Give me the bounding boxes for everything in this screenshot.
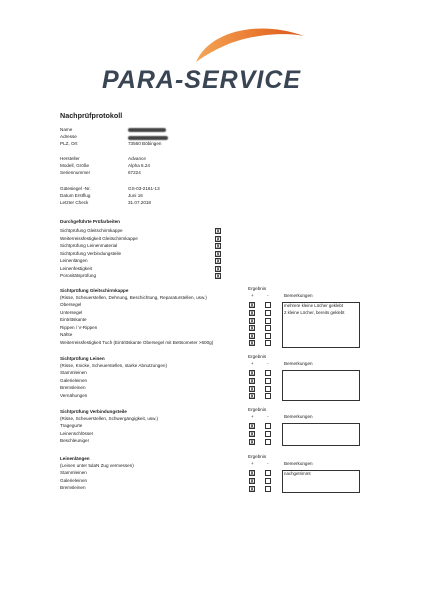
plus-checkbox[interactable]: X xyxy=(250,303,254,310)
plus-checkbox[interactable]: X xyxy=(250,341,254,348)
section-item: Galerieleinen xyxy=(60,477,88,483)
maker-value: Advance xyxy=(128,156,146,161)
minus-checkbox[interactable] xyxy=(265,318,271,324)
section-item: Galerieleinen xyxy=(60,377,88,383)
section-subheading: (Risse, Scheuerstellen, Schwergängigkeit, usw.) xyxy=(60,416,159,421)
performed-item: Sichtprüfung Gleitschirmkappe xyxy=(60,228,123,233)
section-item: Nähte xyxy=(60,332,73,338)
minus-checkbox[interactable] xyxy=(265,486,271,492)
result-label: Ergebnis xyxy=(248,454,267,459)
plus-checkbox[interactable]: X xyxy=(250,439,254,446)
remarks-label: Bemerkungen xyxy=(284,293,313,298)
redacted-name xyxy=(128,128,166,132)
minus-label: - xyxy=(267,414,269,419)
serial-value: 67224 xyxy=(128,170,141,175)
minus-checkbox[interactable] xyxy=(265,470,271,476)
city-label: PLZ, Ort xyxy=(60,141,78,146)
model-label: Modell, Größe xyxy=(60,163,90,168)
last-check-label: Letzter Check xyxy=(60,200,89,205)
minus-label: - xyxy=(267,361,269,366)
maker-label: Hersteller xyxy=(60,156,80,161)
para-service-wordmark: PARA-SERVICE xyxy=(102,66,302,94)
minus-checkbox[interactable] xyxy=(265,439,271,445)
section-item: Obersegel xyxy=(60,302,82,307)
minus-checkbox[interactable] xyxy=(265,393,271,399)
result-label: Ergebnis xyxy=(248,407,267,412)
plus-checkbox[interactable]: X xyxy=(250,310,254,317)
section-subheading: (Risse, Knicke, Scheuerstellen, starke Abnutzungen) xyxy=(60,363,167,368)
minus-label: - xyxy=(267,293,269,298)
section-item: Stammleinen xyxy=(60,370,87,375)
section-item: Leinenschlösser xyxy=(60,430,94,436)
minus-checkbox[interactable] xyxy=(265,302,271,308)
minus-checkbox[interactable] xyxy=(265,386,271,392)
section-heading: Sichtprüfung Leinen xyxy=(60,356,105,361)
plus-checkbox[interactable]: X xyxy=(250,326,254,333)
performed-checkbox[interactable]: X xyxy=(216,259,220,266)
remarks-label: Bemerkungen xyxy=(284,414,313,419)
minus-checkbox[interactable] xyxy=(265,333,271,339)
section-item: Vernähungen xyxy=(60,392,88,398)
page-title: Nachprüfprotokoll xyxy=(60,111,123,120)
performed-item: Sichtprüfung Leinenmaterial xyxy=(60,243,118,248)
plus-checkbox[interactable]: X xyxy=(250,431,254,438)
plus-checkbox[interactable]: X xyxy=(250,394,254,401)
performed-item: Sichtprüfung Verbindungsteile xyxy=(60,250,122,256)
last-check-value: 31.07.2018 xyxy=(128,200,151,205)
plus-label: + xyxy=(251,293,254,298)
remarks-note: mehrere kleine Löcher geklebt xyxy=(284,302,344,308)
remarks-label: Bemerkungen xyxy=(284,461,313,466)
section-item: Eintrittskante xyxy=(60,317,87,323)
section-subheading: (Leinen unter 5daN Zug vermessen) xyxy=(60,463,134,468)
performed-checkbox[interactable]: X xyxy=(216,274,220,281)
section-item: Stammleinen xyxy=(60,470,87,475)
performed-heading: Durchgeführte Prüfarbeiten xyxy=(60,219,120,224)
section-item: Beschleuniger xyxy=(60,438,90,444)
result-label: Ergebnis xyxy=(248,286,267,291)
plus-checkbox[interactable]: X xyxy=(250,471,254,478)
section-item: Rippen / V-Rippen xyxy=(60,324,98,330)
result-label: Ergebnis xyxy=(248,354,267,359)
plus-checkbox[interactable]: X xyxy=(250,378,254,385)
minus-checkbox[interactable] xyxy=(265,310,271,316)
plus-label: + xyxy=(251,461,254,466)
address-label: Adresse xyxy=(60,134,77,139)
performed-checkbox[interactable]: X xyxy=(216,229,220,236)
performed-checkbox[interactable]: X xyxy=(216,244,220,251)
plus-checkbox[interactable]: X xyxy=(250,478,254,485)
section-item: Untersegel xyxy=(60,309,83,315)
performed-checkbox[interactable]: X xyxy=(216,266,220,273)
performed-item: Weiterreissfestigkeit Gleitschirmkappe xyxy=(60,235,138,241)
minus-label: - xyxy=(267,461,269,466)
plus-label: + xyxy=(251,414,254,419)
first-flight-value: Juni 16 xyxy=(128,193,143,198)
remarks-label: Bemerkungen xyxy=(284,361,313,366)
first-flight-label: Datum Erstflug xyxy=(60,193,91,198)
performed-item: Porositätsprüfung xyxy=(60,273,97,278)
plus-checkbox[interactable]: X xyxy=(250,424,254,431)
minus-checkbox[interactable] xyxy=(265,378,271,384)
performed-item: Leinenlängen xyxy=(60,258,88,263)
remarks-box[interactable] xyxy=(282,370,360,401)
para-service-swoosh-logo xyxy=(190,22,310,64)
performed-checkbox[interactable]: X xyxy=(216,236,220,243)
remarks-note: 2 kleine Löcher, bereits geklebt xyxy=(284,310,345,316)
plus-checkbox[interactable]: X xyxy=(250,333,254,340)
remarks-box[interactable] xyxy=(282,423,360,447)
minus-checkbox[interactable] xyxy=(265,370,271,376)
model-value: Alpha 6.24 xyxy=(128,163,150,168)
performed-item: Leinenfestigkeit xyxy=(60,265,92,271)
serial-label: Seriennummer xyxy=(60,170,91,175)
plus-checkbox[interactable]: X xyxy=(250,386,254,393)
section-item: Bremsleinen xyxy=(60,385,86,391)
remarks-box[interactable] xyxy=(282,302,360,349)
seal-value: GS-03-2161-13 xyxy=(128,186,160,191)
section-item: Weiterreissfestigkeit Tuch (Eintrittskante Obersegel mit Bettsometer >600g) xyxy=(60,340,214,345)
performed-checkbox[interactable]: X xyxy=(216,251,220,258)
remarks-note: nachgetrimmt xyxy=(284,470,311,476)
plus-checkbox[interactable]: X xyxy=(250,371,254,378)
minus-checkbox[interactable] xyxy=(265,423,271,429)
minus-checkbox[interactable] xyxy=(265,340,271,346)
section-item: Tragegurte xyxy=(60,423,83,428)
plus-label: + xyxy=(251,361,254,366)
seal-label: Gütesiegel -Nr. xyxy=(60,186,91,191)
minus-checkbox[interactable] xyxy=(265,431,271,437)
plus-checkbox[interactable]: X xyxy=(250,486,254,493)
name-label: Name xyxy=(60,127,73,132)
section-heading: Sichtprüfung Verbindungsteile xyxy=(60,409,127,414)
plus-checkbox[interactable]: X xyxy=(250,318,254,325)
section-subheading: (Risse, Scheuerstellen, Dehnung, Beschichtung, Reparaturstellen, usw.) xyxy=(60,295,207,300)
minus-checkbox[interactable] xyxy=(265,478,271,484)
section-item: Bremsleinen xyxy=(60,485,86,491)
city-value: 73560 Böbingen xyxy=(128,141,162,146)
section-heading: Leinenlängen xyxy=(60,456,90,461)
section-heading: Sichtprüfung Gleitschirmkappe xyxy=(60,288,129,293)
redacted-address xyxy=(128,136,168,140)
minus-checkbox[interactable] xyxy=(265,325,271,331)
